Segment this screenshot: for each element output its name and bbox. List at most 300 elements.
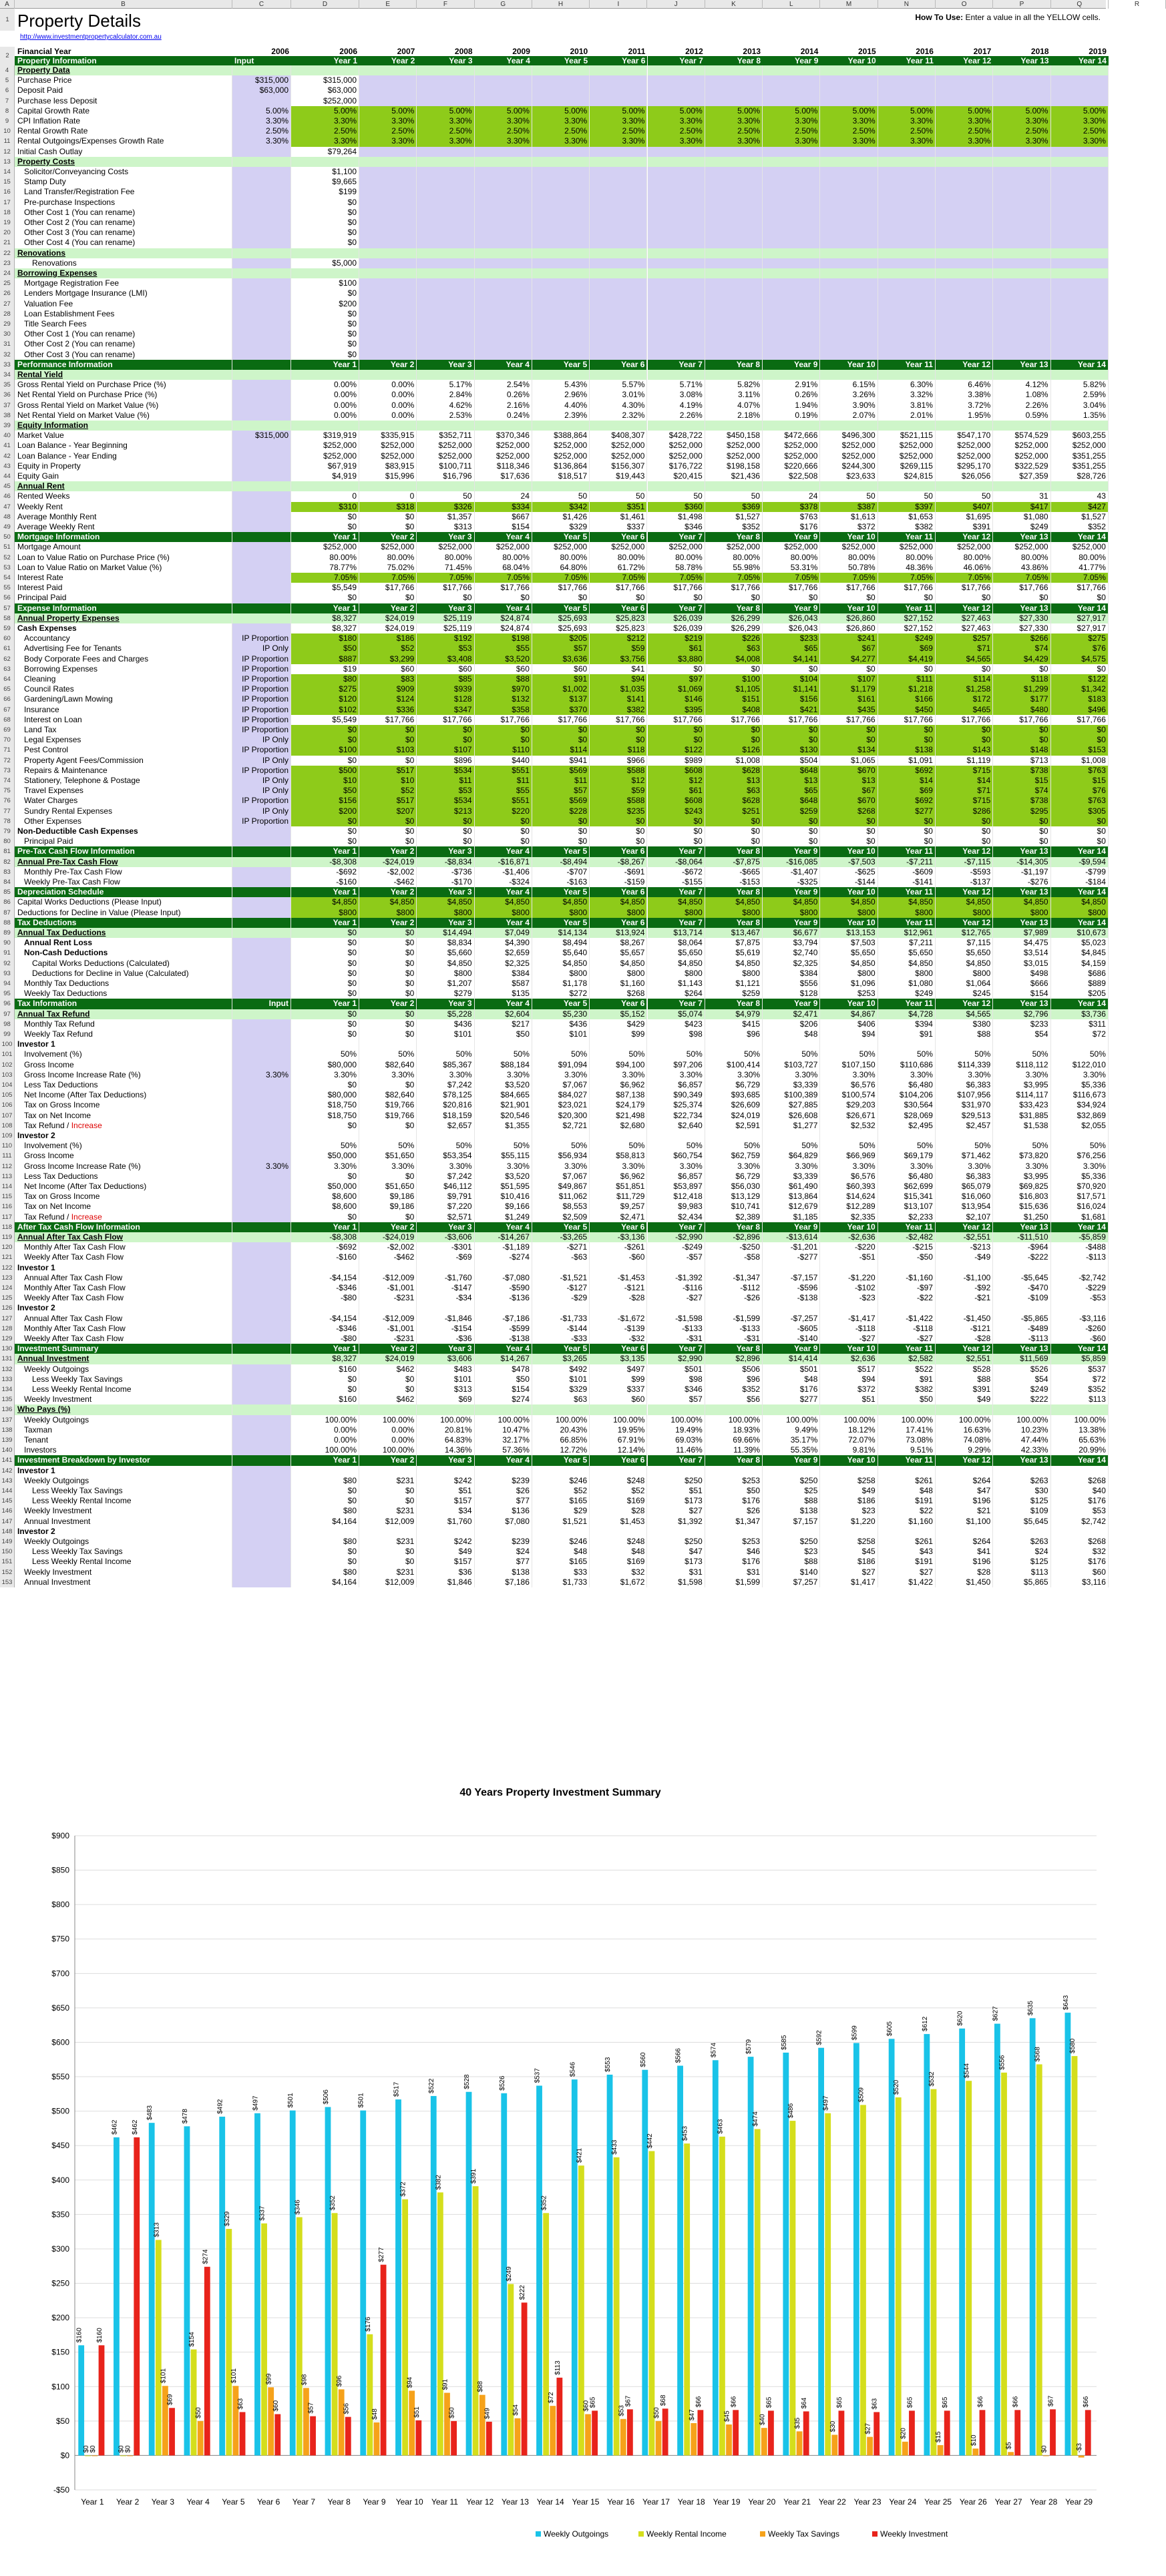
value-cell[interactable]: $0 xyxy=(878,725,936,735)
value-cell[interactable]: $91,094 xyxy=(532,1060,590,1070)
value-cell[interactable] xyxy=(359,339,417,349)
value-cell[interactable]: -$1,001 xyxy=(359,1324,417,1334)
value-cell[interactable]: $249 xyxy=(993,1384,1050,1394)
value-cell[interactable]: 4.12% xyxy=(993,380,1050,390)
value-cell[interactable]: $1,846 xyxy=(417,1577,474,1587)
bar[interactable] xyxy=(839,2410,845,2455)
value-cell[interactable]: $0 xyxy=(291,1212,359,1222)
value-cell[interactable] xyxy=(820,238,878,248)
value-cell[interactable] xyxy=(417,339,474,349)
value-cell[interactable]: $57 xyxy=(648,1394,705,1404)
value-cell[interactable]: $257 xyxy=(936,633,993,643)
row-number[interactable]: 25 xyxy=(0,278,15,288)
value-cell[interactable]: $252,000 xyxy=(763,441,820,451)
value-cell[interactable]: $2,571 xyxy=(417,1212,474,1222)
input-cell[interactable]: IP Only xyxy=(232,806,291,816)
row-number[interactable]: 77 xyxy=(0,806,15,816)
value-cell[interactable]: 7.05% xyxy=(475,573,532,583)
year-header-cell[interactable]: Year 9 xyxy=(763,56,820,65)
value-cell[interactable] xyxy=(359,1263,417,1273)
value-cell[interactable] xyxy=(820,309,878,319)
value-cell[interactable]: $245 xyxy=(936,989,993,999)
value-cell[interactable]: $125 xyxy=(993,1557,1050,1567)
value-cell[interactable] xyxy=(1051,268,1109,278)
value-cell[interactable]: 80.00% xyxy=(291,553,359,563)
column-letter-r[interactable]: R xyxy=(1109,0,1166,9)
value-cell[interactable]: $252,000 xyxy=(417,441,474,451)
value-cell[interactable]: $2,551 xyxy=(936,1354,993,1364)
value-cell[interactable]: 5.00% xyxy=(1051,106,1109,116)
input-cell[interactable]: IP Proportion xyxy=(232,664,291,674)
value-cell[interactable]: $4,565 xyxy=(936,654,993,664)
value-cell[interactable] xyxy=(532,1039,590,1049)
value-cell[interactable]: $18,159 xyxy=(417,1111,474,1121)
value-cell[interactable]: $0 xyxy=(648,735,705,745)
value-cell[interactable]: $295,170 xyxy=(936,461,993,471)
value-cell[interactable] xyxy=(705,238,763,248)
value-cell[interactable]: 50 xyxy=(532,491,590,501)
row-number[interactable]: 12 xyxy=(0,147,15,157)
value-cell[interactable]: -$590 xyxy=(475,1283,532,1293)
value-cell[interactable] xyxy=(590,288,647,298)
value-cell[interactable]: -$692 xyxy=(291,867,359,877)
value-cell[interactable]: -$1,392 xyxy=(648,1273,705,1283)
value-cell[interactable]: 50% xyxy=(705,1141,763,1151)
value-cell[interactable] xyxy=(705,329,763,339)
value-cell[interactable]: $14,624 xyxy=(820,1192,878,1202)
value-cell[interactable]: $0 xyxy=(359,1374,417,1384)
value-cell[interactable]: $0 xyxy=(291,512,359,522)
value-cell[interactable]: $60 xyxy=(417,664,474,674)
row-number[interactable]: 22 xyxy=(0,248,15,258)
value-cell[interactable]: $85 xyxy=(417,674,474,684)
value-cell[interactable] xyxy=(763,481,820,491)
value-cell[interactable]: $800 xyxy=(532,969,590,979)
value-cell[interactable]: -$1,347 xyxy=(705,1273,763,1283)
value-cell[interactable]: $24,179 xyxy=(590,1100,647,1110)
bar[interactable] xyxy=(1072,2056,1078,2455)
row-number[interactable]: 45 xyxy=(0,481,15,491)
value-cell[interactable] xyxy=(763,198,820,208)
value-cell[interactable]: 50% xyxy=(475,1049,532,1059)
row-number[interactable]: 61 xyxy=(0,643,15,654)
value-cell[interactable]: $0 xyxy=(359,836,417,846)
value-cell[interactable]: $372 xyxy=(820,1384,878,1394)
value-cell[interactable]: $252,000 xyxy=(820,451,878,461)
value-cell[interactable]: $7,257 xyxy=(763,1577,820,1587)
input-cell[interactable] xyxy=(232,461,291,471)
value-cell[interactable]: $104 xyxy=(763,674,820,684)
value-cell[interactable]: 3.30% xyxy=(936,136,993,146)
fy-cell[interactable]: 2017 xyxy=(973,47,992,56)
value-cell[interactable]: -$24,019 xyxy=(359,857,417,867)
value-cell[interactable] xyxy=(590,177,647,187)
value-cell[interactable]: $372 xyxy=(820,522,878,532)
value-cell[interactable]: 7.05% xyxy=(291,573,359,583)
value-cell[interactable]: $1,453 xyxy=(590,1517,647,1527)
value-cell[interactable]: -$12,009 xyxy=(359,1314,417,1324)
value-cell[interactable]: $1,207 xyxy=(417,979,474,989)
value-cell[interactable]: $9,791 xyxy=(417,1192,474,1202)
column-letter-m[interactable]: M xyxy=(820,0,878,9)
value-cell[interactable]: 0.26% xyxy=(475,390,532,400)
value-cell[interactable]: $2,233 xyxy=(878,1212,936,1222)
value-cell[interactable]: 4.19% xyxy=(648,401,705,411)
value-cell[interactable] xyxy=(993,248,1050,258)
value-cell[interactable]: $1,277 xyxy=(763,1121,820,1131)
input-cell[interactable] xyxy=(232,877,291,887)
bar[interactable] xyxy=(339,2389,345,2455)
value-cell[interactable] xyxy=(532,299,590,309)
input-cell[interactable] xyxy=(232,411,291,421)
row-number[interactable]: 82 xyxy=(0,857,15,867)
value-cell[interactable]: $14,134 xyxy=(532,928,590,938)
value-cell[interactable]: -$346 xyxy=(291,1324,359,1334)
value-cell[interactable]: $0 xyxy=(936,816,993,826)
value-cell[interactable]: 3.90% xyxy=(820,401,878,411)
value-cell[interactable]: $336 xyxy=(359,705,417,715)
value-cell[interactable] xyxy=(590,319,647,329)
value-cell[interactable]: -$222 xyxy=(993,1252,1050,1262)
value-cell[interactable]: -$29 xyxy=(532,1293,590,1303)
value-cell[interactable] xyxy=(648,238,705,248)
value-cell[interactable] xyxy=(993,75,1050,85)
bar[interactable] xyxy=(761,2428,767,2455)
value-cell[interactable]: $329 xyxy=(532,522,590,532)
value-cell[interactable]: $244,300 xyxy=(820,461,878,471)
value-cell[interactable] xyxy=(590,350,647,360)
input-cell[interactable] xyxy=(232,1019,291,1029)
value-cell[interactable]: $60 xyxy=(475,664,532,674)
value-cell[interactable] xyxy=(475,1131,532,1141)
value-cell[interactable]: $55 xyxy=(475,786,532,796)
value-cell[interactable]: $17,766 xyxy=(820,715,878,725)
value-cell[interactable]: $69 xyxy=(878,643,936,654)
value-cell[interactable]: $1,681 xyxy=(1051,1212,1109,1222)
value-cell[interactable]: $0 xyxy=(291,1374,359,1384)
input-cell[interactable] xyxy=(232,471,291,481)
value-cell[interactable]: -$1,760 xyxy=(417,1273,474,1283)
input-cell[interactable] xyxy=(232,563,291,573)
bar[interactable] xyxy=(656,2421,662,2456)
value-cell[interactable]: -$470 xyxy=(993,1283,1050,1293)
value-cell[interactable]: $113 xyxy=(993,1567,1050,1577)
value-cell[interactable] xyxy=(359,1466,417,1476)
value-cell[interactable]: $2,721 xyxy=(532,1121,590,1131)
value-cell[interactable]: $0 xyxy=(878,664,936,674)
value-cell[interactable]: $25,119 xyxy=(417,623,474,633)
input-cell[interactable] xyxy=(232,1404,291,1414)
input-cell[interactable] xyxy=(232,583,291,593)
value-cell[interactable]: $17,766 xyxy=(532,583,590,593)
row-number[interactable]: 86 xyxy=(0,897,15,907)
value-cell[interactable]: $406 xyxy=(820,1019,878,1029)
value-cell[interactable]: -$231 xyxy=(359,1293,417,1303)
bar[interactable] xyxy=(592,2410,598,2455)
input-cell[interactable] xyxy=(232,1182,291,1192)
value-cell[interactable]: $0 xyxy=(763,735,820,745)
input-cell[interactable] xyxy=(232,1212,291,1222)
input-cell[interactable] xyxy=(232,1273,291,1283)
input-cell[interactable] xyxy=(232,329,291,339)
row-number[interactable]: 87 xyxy=(0,908,15,918)
value-cell[interactable]: $4,565 xyxy=(936,1009,993,1019)
value-cell[interactable]: 5.71% xyxy=(648,380,705,390)
value-cell[interactable]: $800 xyxy=(705,908,763,918)
value-cell[interactable] xyxy=(878,1404,936,1414)
value-cell[interactable] xyxy=(820,278,878,288)
input-cell[interactable] xyxy=(232,319,291,329)
value-cell[interactable]: $11,569 xyxy=(993,1354,1050,1364)
value-cell[interactable]: $252,000 xyxy=(936,441,993,451)
value-cell[interactable]: $715 xyxy=(936,766,993,776)
value-cell[interactable]: $118,112 xyxy=(993,1060,1050,1070)
value-cell[interactable]: $1,672 xyxy=(590,1577,647,1587)
value-cell[interactable]: 3.30% xyxy=(590,136,647,146)
value-cell[interactable]: $0 xyxy=(417,735,474,745)
value-cell[interactable]: $261 xyxy=(878,1537,936,1547)
value-cell[interactable]: $2,457 xyxy=(936,1121,993,1131)
value-cell[interactable] xyxy=(936,1263,993,1273)
value-cell[interactable]: $887 xyxy=(291,654,359,664)
value-cell[interactable]: $151 xyxy=(705,694,763,704)
value-cell[interactable]: $352 xyxy=(705,1384,763,1394)
value-cell[interactable] xyxy=(1051,167,1109,177)
value-cell[interactable]: $88,184 xyxy=(475,1060,532,1070)
value-cell[interactable] xyxy=(590,75,647,85)
row-number[interactable]: 122 xyxy=(0,1263,15,1273)
value-cell[interactable] xyxy=(936,1466,993,1476)
value-cell[interactable] xyxy=(1051,96,1109,106)
value-cell[interactable]: -$964 xyxy=(993,1242,1050,1252)
value-cell[interactable]: $322,529 xyxy=(993,461,1050,471)
row-number[interactable]: 111 xyxy=(0,1151,15,1161)
value-cell[interactable]: $7,211 xyxy=(878,938,936,948)
value-cell[interactable]: $252,000 xyxy=(291,542,359,552)
input-cell[interactable] xyxy=(232,1394,291,1404)
value-cell[interactable]: $100 xyxy=(291,745,359,755)
value-cell[interactable] xyxy=(532,1527,590,1537)
value-cell[interactable] xyxy=(590,481,647,491)
value-cell[interactable]: -$271 xyxy=(532,1242,590,1252)
value-cell[interactable]: $130 xyxy=(763,745,820,755)
value-cell[interactable]: $51 xyxy=(417,1486,474,1496)
value-cell[interactable]: $435 xyxy=(820,705,878,715)
value-cell[interactable] xyxy=(648,278,705,288)
value-cell[interactable]: $0 xyxy=(291,959,359,969)
bar[interactable] xyxy=(959,2029,965,2456)
column-letter-h[interactable]: H xyxy=(532,0,590,9)
value-cell[interactable]: $2,657 xyxy=(417,1121,474,1131)
value-cell[interactable]: $26 xyxy=(475,1486,532,1496)
value-cell[interactable]: -$7,186 xyxy=(475,1314,532,1324)
value-cell[interactable] xyxy=(648,167,705,177)
value-cell[interactable] xyxy=(878,96,936,106)
value-cell[interactable]: $248 xyxy=(590,1537,647,1547)
value-cell[interactable]: 3.30% xyxy=(878,136,936,146)
value-cell[interactable]: 2.50% xyxy=(532,126,590,136)
value-cell[interactable]: $125 xyxy=(993,1496,1050,1506)
input-cell[interactable] xyxy=(232,1476,291,1486)
value-cell[interactable]: 3.30% xyxy=(291,1162,359,1172)
value-cell[interactable]: $100 xyxy=(291,278,359,288)
bar[interactable] xyxy=(662,2408,668,2455)
value-cell[interactable]: -$3,136 xyxy=(590,1232,647,1242)
value-cell[interactable]: $88 xyxy=(936,1374,993,1384)
value-cell[interactable]: $0 xyxy=(705,725,763,735)
value-cell[interactable] xyxy=(648,1131,705,1141)
year-header-cell[interactable]: Year 7 xyxy=(648,56,705,65)
value-cell[interactable]: $50,000 xyxy=(291,1182,359,1192)
value-cell[interactable] xyxy=(532,421,590,431)
value-cell[interactable] xyxy=(648,329,705,339)
value-cell[interactable]: 50% xyxy=(1051,1049,1109,1059)
value-cell[interactable]: 5.00% xyxy=(291,106,359,116)
value-cell[interactable]: $46 xyxy=(705,1547,763,1557)
bar[interactable] xyxy=(607,2075,613,2455)
value-cell[interactable] xyxy=(291,1263,359,1273)
value-cell[interactable]: $8,834 xyxy=(417,938,474,948)
bar[interactable] xyxy=(896,2097,902,2455)
value-cell[interactable]: $0 xyxy=(1051,816,1109,826)
value-cell[interactable] xyxy=(993,177,1050,187)
fy-cell[interactable]: 2008 xyxy=(454,47,473,56)
value-cell[interactable] xyxy=(590,1466,647,1476)
value-cell[interactable]: $6,383 xyxy=(936,1172,993,1182)
value-cell[interactable] xyxy=(291,157,359,167)
value-cell[interactable] xyxy=(590,228,647,238)
value-cell[interactable]: $0 xyxy=(820,816,878,826)
value-cell[interactable] xyxy=(1051,75,1109,85)
value-cell[interactable]: $498 xyxy=(993,969,1050,979)
value-cell[interactable]: $63 xyxy=(532,1394,590,1404)
value-cell[interactable] xyxy=(936,1131,993,1141)
value-cell[interactable]: $5,336 xyxy=(1051,1080,1109,1090)
value-cell[interactable] xyxy=(291,248,359,258)
value-cell[interactable]: $156 xyxy=(291,796,359,806)
value-cell[interactable]: $989 xyxy=(648,756,705,766)
bar[interactable] xyxy=(620,2419,626,2456)
value-cell[interactable] xyxy=(417,309,474,319)
value-cell[interactable]: 43.86% xyxy=(993,563,1050,573)
input-cell[interactable] xyxy=(232,228,291,238)
value-cell[interactable]: 2.50% xyxy=(878,126,936,136)
value-cell[interactable]: $252,000 xyxy=(705,451,763,461)
value-cell[interactable]: $3,794 xyxy=(763,938,820,948)
value-cell[interactable]: 2.50% xyxy=(291,126,359,136)
value-cell[interactable]: $800 xyxy=(291,908,359,918)
value-cell[interactable]: $4,850 xyxy=(936,897,993,907)
value-cell[interactable]: $480 xyxy=(993,705,1050,715)
value-cell[interactable]: 2.91% xyxy=(763,380,820,390)
input-cell[interactable] xyxy=(232,401,291,411)
value-cell[interactable]: $2,591 xyxy=(705,1121,763,1131)
value-cell[interactable]: $17,766 xyxy=(417,715,474,725)
value-cell[interactable]: $4,850 xyxy=(1051,897,1109,907)
row-number[interactable]: 11 xyxy=(0,136,15,146)
value-cell[interactable]: 100.00% xyxy=(648,1415,705,1425)
value-cell[interactable]: 9.29% xyxy=(936,1445,993,1455)
column-letter-c[interactable]: C xyxy=(232,0,291,9)
value-cell[interactable] xyxy=(648,309,705,319)
value-cell[interactable] xyxy=(648,1039,705,1049)
value-cell[interactable]: $29,513 xyxy=(936,1111,993,1121)
value-cell[interactable] xyxy=(878,65,936,75)
value-cell[interactable]: $14,494 xyxy=(417,928,474,938)
value-cell[interactable]: 20.43% xyxy=(532,1425,590,1435)
row-number[interactable]: 31 xyxy=(0,339,15,349)
input-cell[interactable] xyxy=(232,481,291,491)
input-cell[interactable] xyxy=(232,1121,291,1131)
value-cell[interactable]: $1,342 xyxy=(1051,684,1109,694)
value-cell[interactable]: $1,450 xyxy=(936,1577,993,1587)
value-cell[interactable] xyxy=(417,96,474,106)
value-cell[interactable]: $2,055 xyxy=(1051,1121,1109,1131)
bar[interactable] xyxy=(156,2240,162,2456)
input-cell[interactable] xyxy=(232,887,291,897)
value-cell[interactable]: $207 xyxy=(359,806,417,816)
year-header-cell[interactable]: Year 11 xyxy=(878,56,936,65)
value-cell[interactable] xyxy=(1051,288,1109,298)
value-cell[interactable]: $25 xyxy=(763,1486,820,1496)
value-cell[interactable]: $268 xyxy=(820,806,878,816)
bar[interactable] xyxy=(381,2265,387,2456)
row-number[interactable]: 64 xyxy=(0,674,15,684)
value-cell[interactable] xyxy=(475,350,532,360)
value-cell[interactable]: 50% xyxy=(936,1049,993,1059)
value-cell[interactable]: $0 xyxy=(359,1496,417,1506)
value-cell[interactable]: $261 xyxy=(878,1476,936,1486)
value-cell[interactable]: -$13,614 xyxy=(763,1232,820,1242)
value-cell[interactable]: $588 xyxy=(590,796,647,806)
value-cell[interactable] xyxy=(820,198,878,208)
value-cell[interactable]: $138 xyxy=(475,1567,532,1577)
value-cell[interactable]: $0 xyxy=(359,1172,417,1182)
value-cell[interactable] xyxy=(475,248,532,258)
value-cell[interactable]: $32 xyxy=(590,1567,647,1577)
row-number[interactable]: 104 xyxy=(0,1080,15,1090)
value-cell[interactable] xyxy=(417,268,474,278)
input-cell[interactable] xyxy=(232,218,291,228)
bar[interactable] xyxy=(402,2200,408,2456)
value-cell[interactable]: $101 xyxy=(532,1029,590,1039)
value-cell[interactable]: $13 xyxy=(820,776,878,786)
value-cell[interactable]: $0 xyxy=(291,826,359,836)
value-cell[interactable]: $94 xyxy=(590,674,647,684)
value-cell[interactable]: 100.00% xyxy=(590,1415,647,1425)
value-cell[interactable]: $5,549 xyxy=(291,583,359,593)
value-cell[interactable]: 3.30% xyxy=(1051,1162,1109,1172)
value-cell[interactable]: -$799 xyxy=(1051,867,1109,877)
value-cell[interactable]: $326 xyxy=(417,502,474,512)
value-cell[interactable]: $4,979 xyxy=(705,1009,763,1019)
value-cell[interactable]: $0 xyxy=(936,725,993,735)
value-cell[interactable]: $78,125 xyxy=(417,1090,474,1100)
value-cell[interactable]: $352,711 xyxy=(417,431,474,441)
value-cell[interactable]: $72 xyxy=(1051,1029,1109,1039)
value-cell[interactable]: 0.24% xyxy=(475,411,532,421)
value-cell[interactable]: $0 xyxy=(1051,593,1109,603)
value-cell[interactable]: $13,129 xyxy=(705,1192,763,1202)
value-cell[interactable] xyxy=(590,147,647,157)
value-cell[interactable]: $360 xyxy=(648,502,705,512)
value-cell[interactable]: $352 xyxy=(1051,522,1109,532)
value-cell[interactable]: -$57 xyxy=(648,1252,705,1262)
value-cell[interactable]: $1,357 xyxy=(417,512,474,522)
value-cell[interactable]: 4.40% xyxy=(532,401,590,411)
value-cell[interactable]: 50% xyxy=(763,1049,820,1059)
value-cell[interactable]: $126 xyxy=(705,745,763,755)
